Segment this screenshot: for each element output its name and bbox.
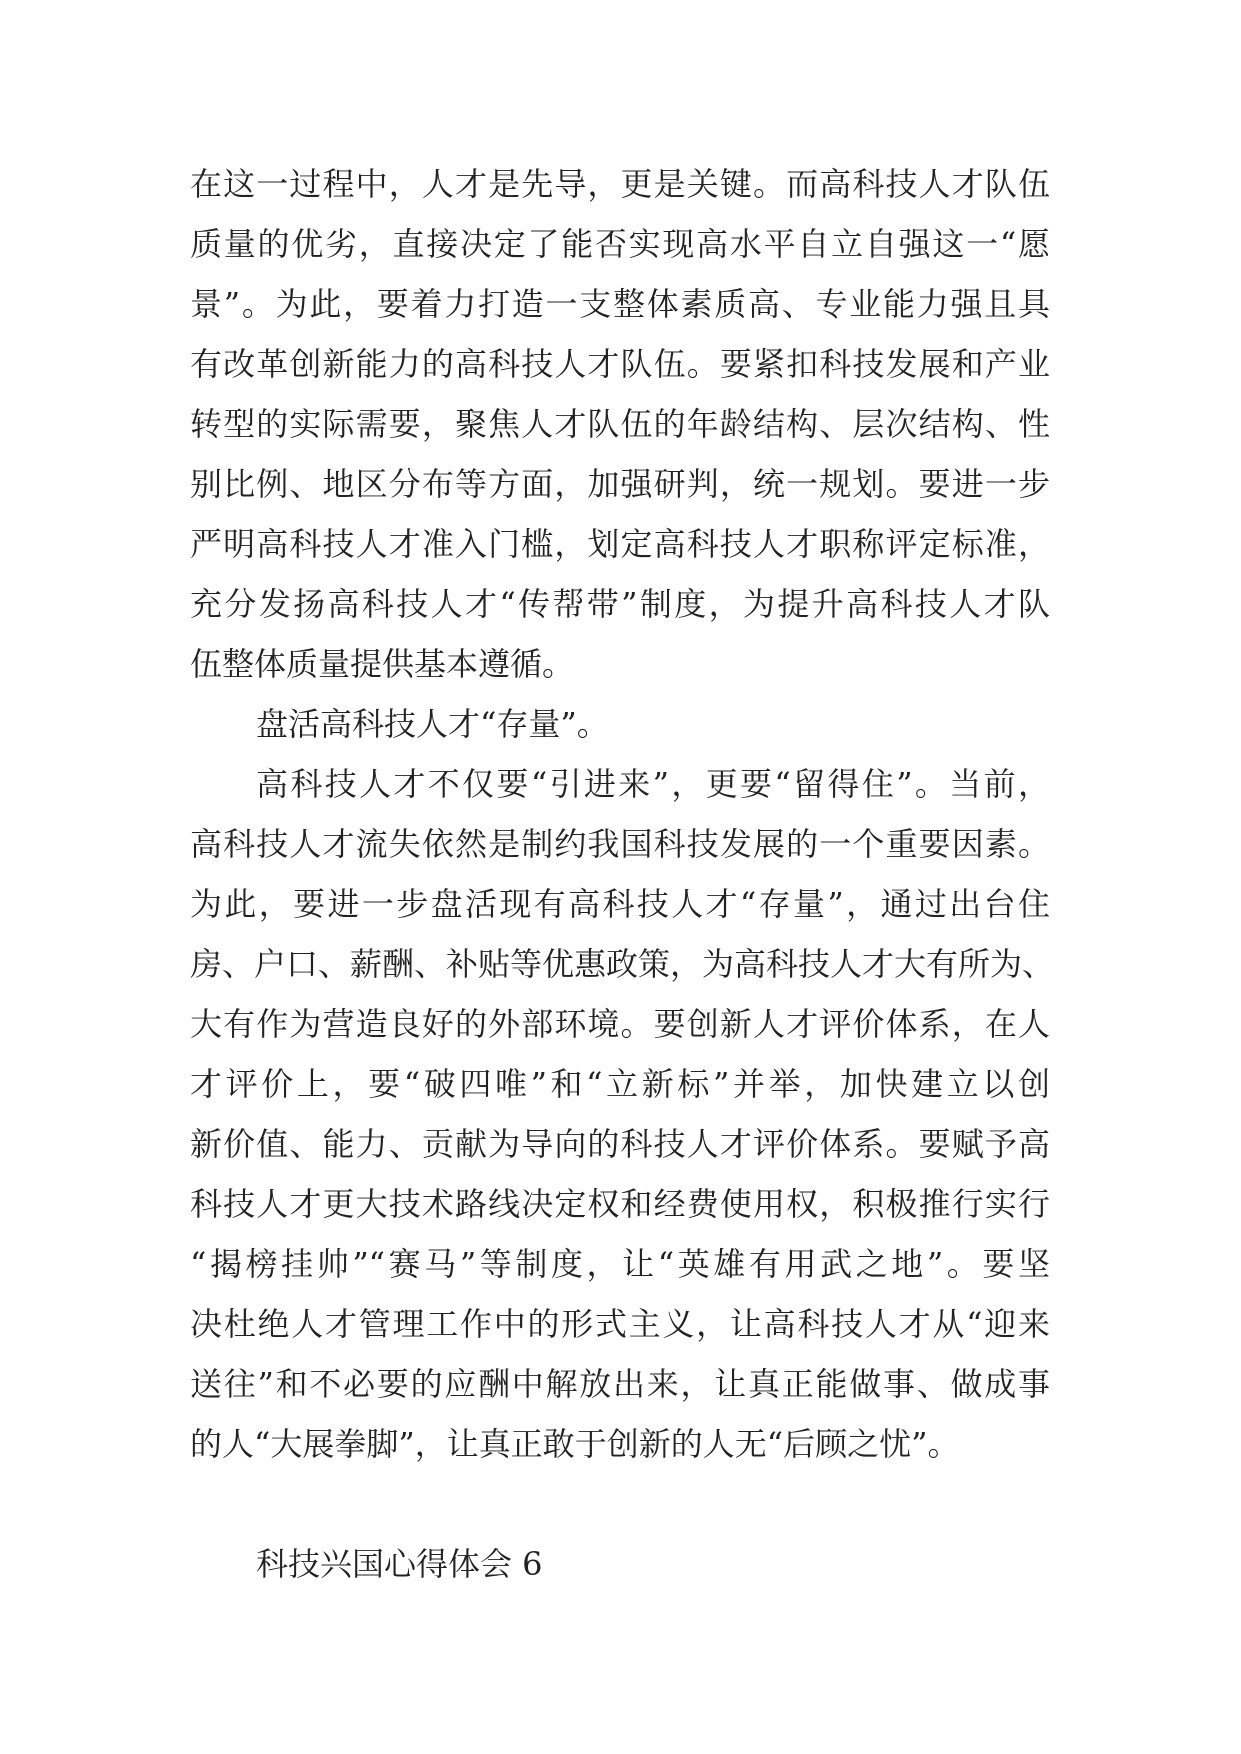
text-line: 高科技人才流失依然是制约我国科技发展的一个重要因素。 xyxy=(190,825,1050,863)
section-heading-essay-6 xyxy=(190,1534,1050,1594)
text-line: 为此，要进一步盘活现有高科技人才“存量”，通过出台住 xyxy=(190,885,1050,923)
text-line: 高科技人才不仅要“引进来”，更要“留得住”。当前， xyxy=(256,765,1050,803)
paragraph-talent-quality xyxy=(190,154,1050,694)
text-line: 的人“大展拳脚”，让真正敢于创新的人无“后顾之忧”。 xyxy=(190,1425,960,1463)
text-line: 别比例、地区分布等方面，加强研判，统一规划。要进一步 xyxy=(190,465,1050,503)
text-line: 有改革创新能力的高科技人才队伍。要紧扣科技发展和产业 xyxy=(190,345,1050,383)
paragraph-gap xyxy=(190,1474,1050,1534)
paragraph-retain-talent xyxy=(190,754,1055,1474)
section-heading-stock xyxy=(190,694,1050,754)
text-line: 才评价上，要“破四唯”和“立新标”并举，加快建立以创 xyxy=(190,1065,1050,1103)
heading-line: 盘活高科技人才“存量”。 xyxy=(256,705,609,743)
text-line: 房、户口、薪酬、补贴等优惠政策，为高科技人才大有所为、 xyxy=(190,945,1055,983)
text-line: 充分发扬高科技人才“传帮带”制度，为提升高科技人才队 xyxy=(190,585,1050,623)
document-body xyxy=(190,154,1055,1594)
text-line: 严明高科技人才准入门槛，划定高科技人才职称评定标准， xyxy=(190,525,1050,563)
text-line: 伍整体质量提供基本遵循。 xyxy=(190,645,575,683)
text-line: 景”。为此，要着力打造一支整体素质高、专业能力强且具 xyxy=(190,285,1050,323)
heading-line: 科技兴国心得体会 6 xyxy=(256,1545,543,1583)
text-line: 决杜绝人才管理工作中的形式主义，让高科技人才从“迎来 xyxy=(190,1305,1050,1343)
text-line: 大有作为营造良好的外部环境。要创新人才评价体系，在人 xyxy=(190,1005,1050,1043)
text-line: 在这一过程中，人才是先导，更是关键。而高科技人才队伍 xyxy=(190,165,1050,203)
text-line: 新价值、能力、贡献为导向的科技人才评价体系。要赋予高 xyxy=(190,1125,1050,1163)
text-line: “揭榜挂帅”“赛马”等制度，让“英雄有用武之地”。要坚 xyxy=(190,1245,1050,1283)
text-line: 送往”和不必要的应酬中解放出来，让真正能做事、做成事 xyxy=(190,1365,1050,1403)
text-line: 转型的实际需要，聚焦人才队伍的年龄结构、层次结构、性 xyxy=(190,405,1050,443)
text-line: 质量的优劣，直接决定了能否实现高水平自立自强这一“愿 xyxy=(190,225,1050,263)
text-line: 科技人才更大技术路线决定权和经费使用权，积极推行实行 xyxy=(190,1185,1050,1223)
